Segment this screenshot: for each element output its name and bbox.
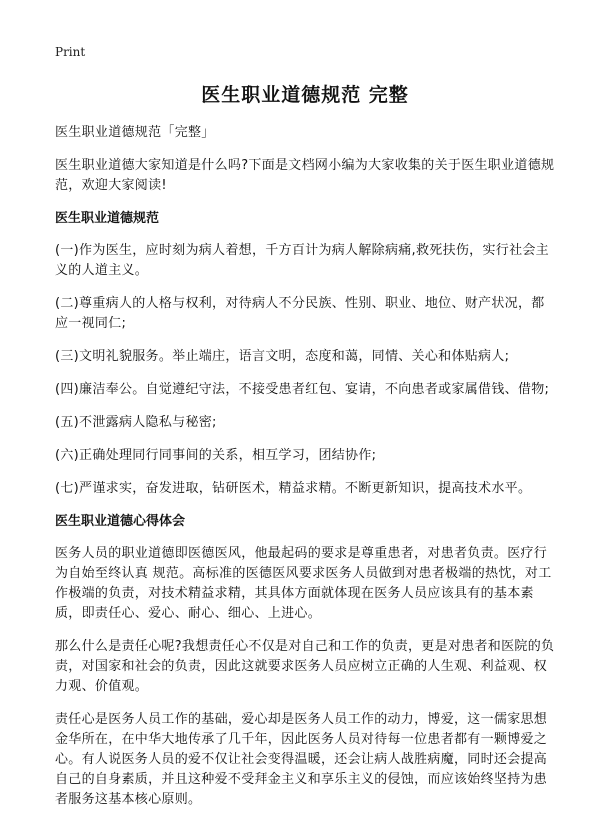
norm-item-6: (六)正确处理同行同事间的关系，相互学习，团结协作;: [55, 448, 377, 463]
norm-item-2: (二)尊重病人的人格与权利，对待病人不分民族、性别、职业、地位、财产状况，都应一视同仁;: [55, 296, 545, 331]
subtitle: 医生职业道德规范「完整」: [55, 125, 215, 140]
reflection-paragraph-2: 那么什么是责任心呢?我想责任心不仅是对自己和工作的负责，更是对患者和医院的负责，对国家和社会的负责，因此这就要求医务人员应树立正确的人生观、利益观、权力观、价值观。: [55, 639, 555, 694]
reflection-paragraph-3: 责任心是医务人员工作的基础，爱心却是医务人员工作的动力，博爱，这一儒家思想金华所在，在中华大地传承了几千年，因此医务人员对待每一位患者都有一颗博爱之心。有人说医务人员的爱不仅让社会变得温暖，还会让病人战胜病魔，同时还会提高自己的自身素质，并且这种爱不受拜金主义和享乐主义的侵蚀，而应该始终坚持为患者服务这基本核心原则。: [55, 712, 548, 807]
norm-item-7: (七)严谨求实，奋发进取，钻研医术，精益求精。不断更新知识，提高技术水平。: [55, 481, 532, 496]
norm-item-3: (三)文明礼貌服务。举止端庄，语言文明，态度和蔼，同情、关心和体贴病人;: [55, 349, 510, 364]
intro-paragraph: 医生职业道德大家知道是什么吗?下面是文档网小编为大家收集的关于医生职业道德规范，欢迎大家阅读!: [55, 158, 555, 193]
section-heading-reflections: 医生职业道德心得体会: [55, 514, 186, 529]
document-body: [55, 80, 555, 823]
norm-item-5: (五)不泄露病人隐私与秘密;: [55, 415, 217, 430]
print-link[interactable]: Print: [55, 45, 86, 59]
section-heading-norms: 医生职业道德规范: [55, 211, 160, 226]
reflection-paragraph-1: 医务人员的职业道德即医德医风，他最起码的要求是尊重患者，对患者负责。医疗行为自始至终认真 规范。高标准的医德医风要求医务人员做到对患者极端的热忱，对工作极端的负责，对技术精益求精，其具体方面就体现在医务人员应该具有的基本素质，即责任心、爱心、耐心、细心、上进心。: [55, 546, 552, 621]
page-title: 医生职业道德规范 完整: [201, 84, 409, 106]
norm-item-4: (四)廉洁奉公。自觉遵纪守法，不接受患者红包、宴请，不向患者或家属借钱、借物;: [55, 382, 550, 397]
norm-item-1: (一)作为医生，应时刻为病人着想，千方百计为病人解除病痛,救死扶伤，实行社会主义的人道主义。: [55, 243, 549, 278]
